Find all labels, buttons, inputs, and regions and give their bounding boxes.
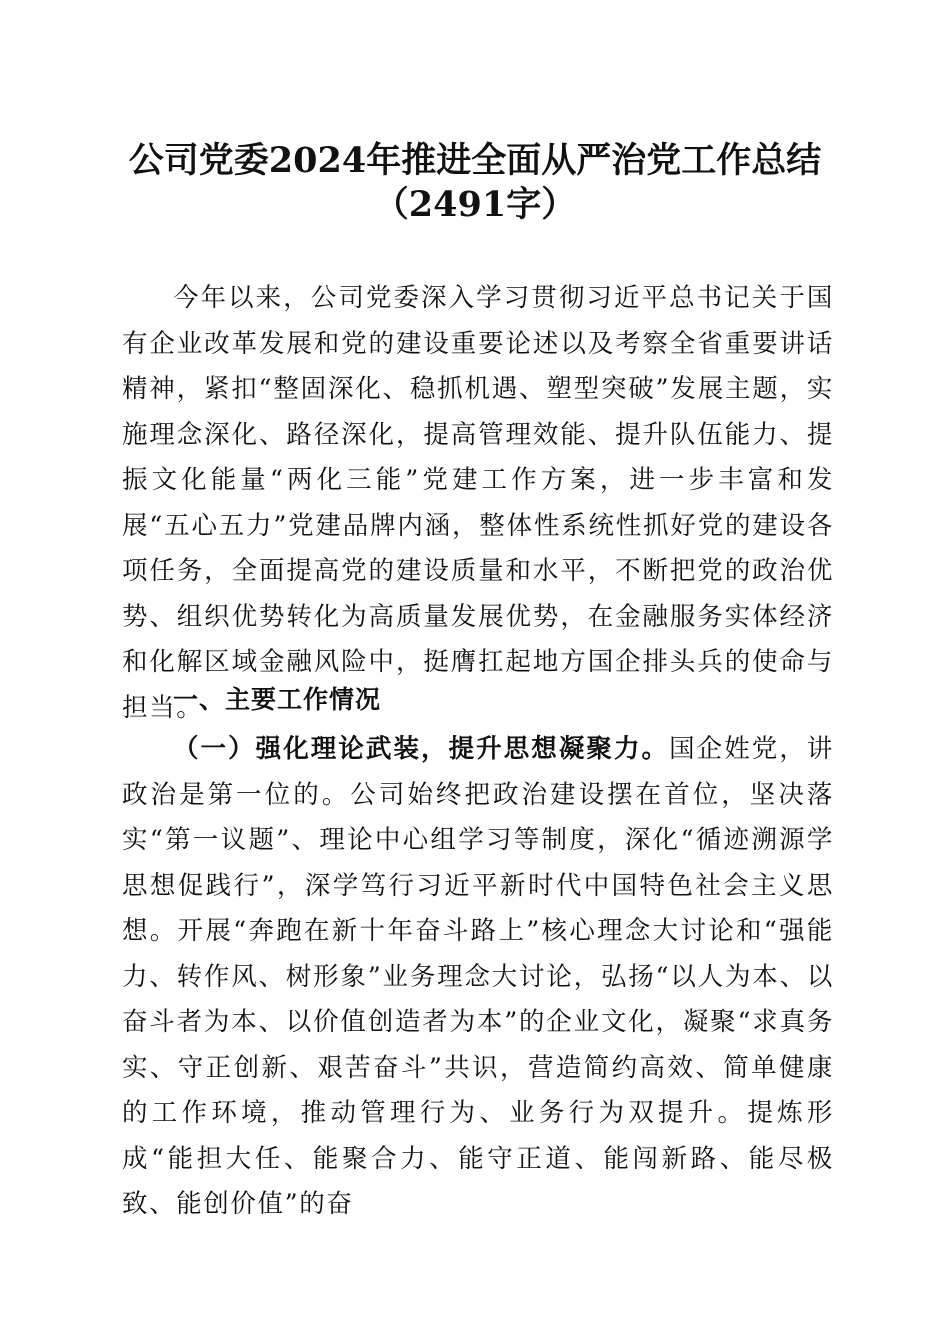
subsection-text: 国企姓党，讲政治是第一位的。公司始终把政治建设摆在首位，坚决落实“第一议题”、理论中心组学习等制度，深化“循迹溯源学思想促践行”，深学笃行习近平新时代中国特色社会主义思想。开展“奔跑在新十年奋斗路上”核心理念大讨论和“强能力、转作风、树形象”业务理念大讨论，弘扬“以人为本、以奋斗者为本、以价值创造者为本”的企业文化，凝聚“求真务实、守正创新、艰苦奋斗”共识，营造简约高效、简单健康的工作环境，推动管理行为、业务行为双提升。提炼形成“能担大任、能聚合力、能守正道、能闯新路、能尽极致、能创价值”的奋 xyxy=(122,734,834,1219)
document-word-count: （2491字） xyxy=(373,184,577,225)
intro-paragraph: 今年以来，公司党委深入学习贯彻习近平总书记关于国有企业改革发展和党的建设重要论述以及考察全省重要讲话精神，紧扣“整固深化、稳抓机遇、塑型突破”发展主题，实施理念深化、路径深化，提高管理效能、提升队伍能力、提振文化能量“两化三能”党建工作方案，进一步丰富和发展“五心五力”党建品牌内涵，整体性系统性抓好党的建设各项任务，全面提高党的建设质量和水平，不断把党的政治优势、组织优势转化为高质量发展优势，在金融服务实体经济和化解区域金融风险中，挺膺扛起地方国企排头兵的使命与担当。 xyxy=(122,283,834,723)
subsection-lead: （一）强化理论武装，提升思想凝聚力。 xyxy=(173,734,670,764)
document-title: 公司党委2024年推进全面从严治党工作总结 xyxy=(128,140,822,181)
section-heading: 一、主要工作情况 xyxy=(173,685,382,714)
section-paragraph xyxy=(122,727,834,1228)
